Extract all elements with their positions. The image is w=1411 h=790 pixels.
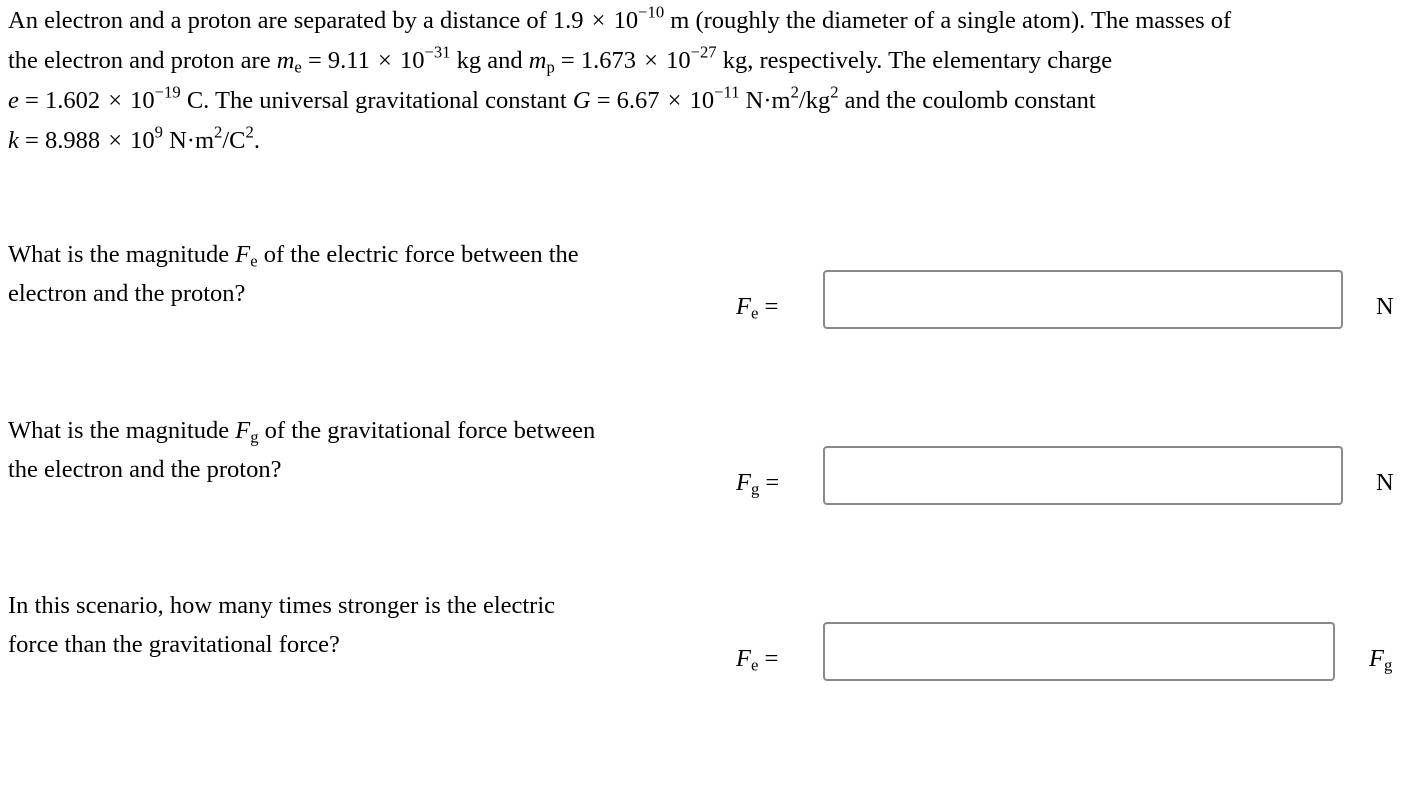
problem-statement (8, 1, 1403, 161)
problem-line-4: $k = 8.988 \times 10^9$ $N\cdot m^2/C^2$. (8, 122, 260, 154)
force-ratio-input[interactable] (823, 622, 1335, 681)
electric-force-input[interactable] (823, 270, 1343, 329)
force-ratio-unit: $F_g$ (1369, 645, 1393, 675)
gravitational-force-label: $F_g$ = (736, 469, 780, 499)
problem-line-2: the electron and proton are $m_e = 9.11 \times 10^{-31}$ kg and $m_p = 1.673 \times 10^{-27}$ kg, respectively. The elementary charge (8, 42, 1113, 77)
question-force-ratio: In this scenario, how many times stronger is the electric force than the gravitational force? (8, 592, 556, 658)
electric-force-label: $F_e$ = (736, 293, 779, 323)
question-gravitational-force: What is the magnitude $F_g$ of the gravitational force between the electron and the proton? (8, 417, 596, 483)
force-ratio-label: $F_e$ = (736, 645, 779, 675)
problem-line-3: $e = 1.602 \times 10^{-19}$ C. The universal gravitational constant $G = 6.67 \times 10^{-11}$ $N\cdot m^2/kg^2$ and the coulomb constant (8, 82, 1096, 114)
electric-force-unit: N (1376, 293, 1394, 320)
gravitational-force-unit: N (1376, 469, 1394, 496)
gravitational-force-input[interactable] (823, 446, 1343, 505)
problem-line-1: An electron and a proton are separated by a distance of $1.9 \times 10^{-10}$ m (roughly the diameter of a single atom). The masses of (8, 2, 1232, 34)
question-electric-force: What is the magnitude $F_e$ of the electric force between the electron and the proton? (8, 241, 579, 307)
